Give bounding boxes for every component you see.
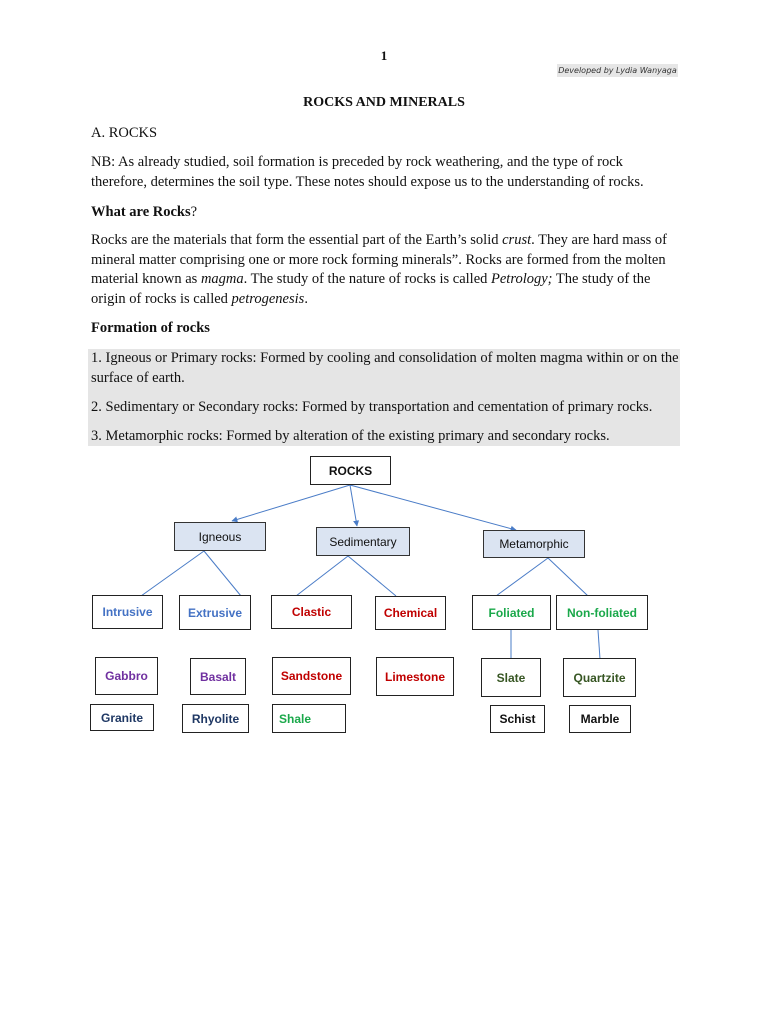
node-sedimentary: Sedimentary: [316, 527, 410, 556]
node-rocks: ROCKS: [310, 456, 391, 485]
node-foliated: Foliated: [472, 595, 551, 630]
line-sedimentary-clastic: [296, 556, 348, 596]
arrow-rocks-metamorphic: [350, 485, 516, 530]
section-heading: A. ROCKS: [91, 125, 158, 141]
node-schist: Schist: [490, 705, 545, 733]
node-quartzite: Quartzite: [563, 658, 636, 697]
node-gabbro: Gabbro: [95, 657, 158, 695]
arrow-rocks-igneous: [232, 485, 350, 521]
node-chemical: Chemical: [375, 596, 446, 630]
formation-heading: Formation of rocks: [91, 320, 210, 336]
node-slate: Slate: [481, 658, 541, 697]
arrow-rocks-sedimentary: [350, 485, 357, 526]
line-metamorphic-foliated: [496, 558, 548, 596]
line-igneous-extrusive: [204, 551, 241, 596]
node-extrusive: Extrusive: [179, 595, 251, 630]
node-granite: Granite: [90, 704, 154, 731]
def-part5: .: [304, 290, 308, 307]
def-crust: crust: [502, 232, 532, 248]
document-title: ROCKS AND MINERALS: [303, 95, 465, 110]
node-basalt: Basalt: [190, 658, 246, 695]
def-part4: The study of the origin of rocks is called: [91, 271, 651, 307]
node-igneous: Igneous: [174, 522, 266, 551]
nb-paragraph: NB: As already studied, soil formation is preceded by rock weathering, and the type of rock therefore, determines the soil type. These notes should expose us to the understanding of rocks.: [91, 154, 644, 190]
developer-credit: Developed by Lydia Wanyaga: [558, 66, 677, 75]
line-nonfoliated-quartzite: [598, 630, 600, 659]
def-part3: . The study of the nature of rocks is called: [243, 271, 492, 287]
def-petrology: Petrology;: [491, 271, 553, 287]
question-heading-tail: ?: [190, 204, 198, 220]
line-sedimentary-chemical: [348, 556, 396, 596]
formation-item-metamorphic: 3. Metamorphic rocks: Formed by alteration of the existing primary and secondary rocks.: [91, 428, 610, 444]
node-limestone: Limestone: [376, 657, 454, 696]
formation-item-igneous: 1. Igneous or Primary rocks: Formed by cooling and consolidation of molten magma within or on the surface of earth.: [91, 350, 679, 386]
def-part2: . They are hard mass of mineral matter comprising one or more rock forming minerals”. Rocks are formed from the molten material known as: [91, 232, 667, 287]
node-intrusive: Intrusive: [92, 595, 163, 629]
page-number: 1: [380, 48, 388, 63]
node-rhyolite: Rhyolite: [182, 704, 249, 733]
line-igneous-intrusive: [141, 551, 204, 596]
node-shale: Shale: [272, 704, 346, 733]
node-non-foliated: Non-foliated: [556, 595, 648, 630]
node-metamorphic: Metamorphic: [483, 530, 585, 558]
def-part1: Rocks are the materials that form the essential part of the Earth’s solid: [91, 232, 503, 248]
node-clastic: Clastic: [271, 595, 352, 629]
formation-item-sedimentary: 2. Sedimentary or Secondary rocks: Formed by transportation and cementation of primary rocks.: [91, 399, 653, 415]
def-magma: magma: [200, 271, 244, 287]
node-marble: Marble: [569, 705, 631, 733]
def-petrogenesis: petrogenesis: [231, 290, 305, 307]
line-metamorphic-nonfoliated: [548, 558, 588, 596]
question-heading-bold: What are Rocks: [91, 204, 191, 220]
node-sandstone: Sandstone: [272, 657, 351, 695]
